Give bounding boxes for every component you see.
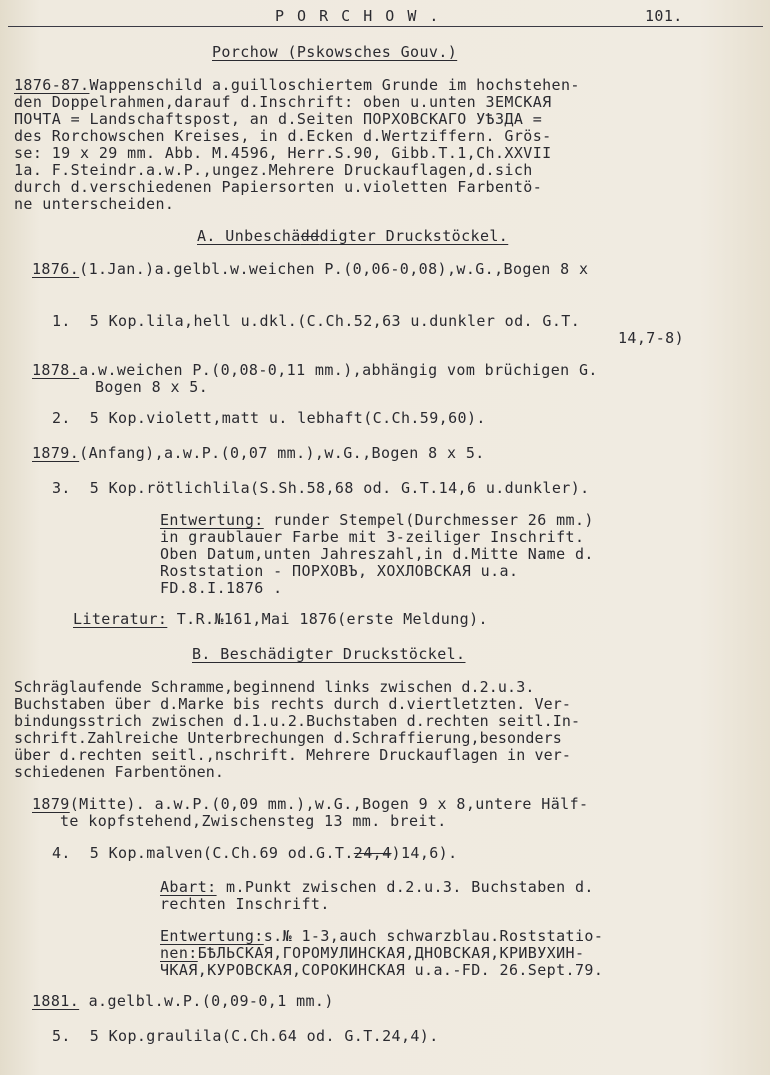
intro-line-5: se: 19 x 29 mm. Abb. M.4596, Herr.S.90, Gibb.T.1,Ch.XXVII — [14, 144, 552, 162]
entry-1876: 1876.(1.Jan.)a.gelbl.w.weichen P.(0,06-0,08),w.G.,Bogen 8 x — [32, 260, 589, 278]
entry-1881: 1881. a.gelbl.w.P.(0,09-0,1 mm.) — [32, 992, 334, 1010]
item-5: 5. 5 Kop.graulila(C.Ch.64 od. G.T.24,4). — [52, 1027, 439, 1045]
variety-line-2: rechten Inschrift. — [160, 895, 330, 913]
cancellation-label: Entwertung: — [160, 511, 264, 529]
intro-year: 1876-87. — [14, 76, 90, 94]
literature-label: Literatur: — [73, 610, 168, 628]
cancellation-line-5: FD.8.I.1876 . — [160, 579, 283, 597]
section-a-heading: A. Unbeschädddigter Druckstöckel. — [197, 227, 509, 245]
cancellation-line-1: Entwertung: runder Stempel(Durchmesser 26 mm.) — [160, 511, 594, 529]
item-4: 4. 5 Kop.malven(C.Ch.69 od.G.T.24,4)14,6). — [52, 844, 458, 862]
entry-1879-mid-line-2: te kopfstehend,Zwischensteg 13 mm. breit. — [60, 812, 447, 830]
damage-desc-line-1: Schräglaufende Schramme,beginnend links zwischen d.2.u.3. — [14, 678, 535, 696]
cancellation2-line-2: nen:БѢЛЬСКАЯ,ГОРОМУЛИНСКАЯ,ДНОВСКАЯ,КРИВУХИН- — [160, 944, 585, 962]
item-2: 2. 5 Kop.violett,matt u. lebhaft(C.Ch.59,60). — [52, 409, 486, 427]
intro-line-7: durch d.verschiedenen Papiersorten u.violetten Farbentö- — [14, 178, 543, 196]
cancellation-line-3: Oben Datum,unten Jahreszahl,in d.Mitte Name d. — [160, 545, 594, 563]
cancellation-line-2: in graublauer Farbe mit 3-zeiliger Inschrift. — [160, 528, 585, 546]
header-rule — [8, 26, 763, 27]
page-title: Porchow (Pskowsches Gouv.) — [212, 43, 458, 61]
damage-desc-line-2: Buchstaben über d.Marke bis rechts durch d.viertletzten. Ver- — [14, 695, 571, 713]
intro-line-6: 1a. F.Steindr.a.w.P.,ungez.Mehrere Druckauflagen,d.sich — [14, 161, 533, 179]
cancellation2-line-1: Entwertung:s.№ 1-3,auch schwarzblau.Roststatio- — [160, 927, 604, 945]
entry-1878-line-2: Bogen 8 x 5. — [95, 378, 209, 396]
variety-label: Abart: — [160, 878, 217, 896]
damage-desc-line-3: bindungsstrich zwischen d.1.u.2.Buchstaben d.rechten seitl.In- — [14, 712, 581, 730]
entry-1879: 1879.(Anfang),a.w.P.(0,07 mm.),w.G.,Bogen 8 x 5. — [32, 444, 485, 462]
variety-line-1: Abart: m.Punkt zwischen d.2.u.3. Buchstaben d. — [160, 878, 594, 896]
intro-line-1: 1876-87.Wappenschild a.guilloschiertem Grunde im hochstehen- — [14, 76, 580, 94]
intro-line-4: des Rorchowschen Kreises, in d.Ecken d.Wertziffern. Grös- — [14, 127, 552, 145]
intro-line-2: den Doppelrahmen,darauf d.Inschrift: oben u.unten ЗЕМСКАЯ — [14, 93, 552, 111]
damage-desc-line-5: über d.rechten seitl.,nschrift. Mehrere Druckauflagen in ver- — [14, 746, 571, 764]
literature-line: Literatur: T.R.№161,Mai 1876(erste Meldung). — [73, 610, 488, 628]
item-1-line-1: 1. 5 Kop.lila,hell u.dkl.(C.Ch.52,63 u.dunkler od. G.T. — [52, 312, 581, 330]
item-1-line-2: 14,7-8) — [618, 329, 685, 347]
intro-line-3: ПОЧТА = Landschaftspost, an d.Seiten ПОРХОВСКАГО УѢЗДА = — [14, 110, 543, 128]
cancellation2-label: Entwertung: — [160, 927, 264, 945]
damage-desc-line-4: schrift.Zahlreiche Unterbrechungen d.Schraffierung,besonders — [14, 729, 562, 747]
running-title: P O R C H O W . — [275, 7, 441, 25]
intro-line-8: ne unterscheiden. — [14, 195, 175, 213]
section-b-heading: B. Beschädigter Druckstöckel. — [192, 645, 466, 663]
item-3: 3. 5 Kop.rötlichlila(S.Sh.58,68 od. G.T.14,6 u.dunkler). — [52, 479, 590, 497]
cancellation2-line-3: ЧКАЯ,КУРОВСКАЯ,СОРОКИНСКАЯ u.a.-FD. 26.Sept.79. — [160, 961, 604, 979]
page-number: 101. — [645, 7, 683, 25]
entry-1879-mid-line-1: 1879(Mitte). a.w.P.(0,09 mm.),w.G.,Bogen 9 x 8,untere Hälf- — [32, 795, 589, 813]
cancellation-line-4: Roststation - ПОРХОВЪ, ХОХЛОВСКАЯ u.a. — [160, 562, 519, 580]
damage-desc-line-6: schiedenen Farbentönen. — [14, 763, 225, 781]
entry-1878-line-1: 1878.a.w.weichen P.(0,08-0,11 mm.),abhängig vom brüchigen G. — [32, 361, 598, 379]
